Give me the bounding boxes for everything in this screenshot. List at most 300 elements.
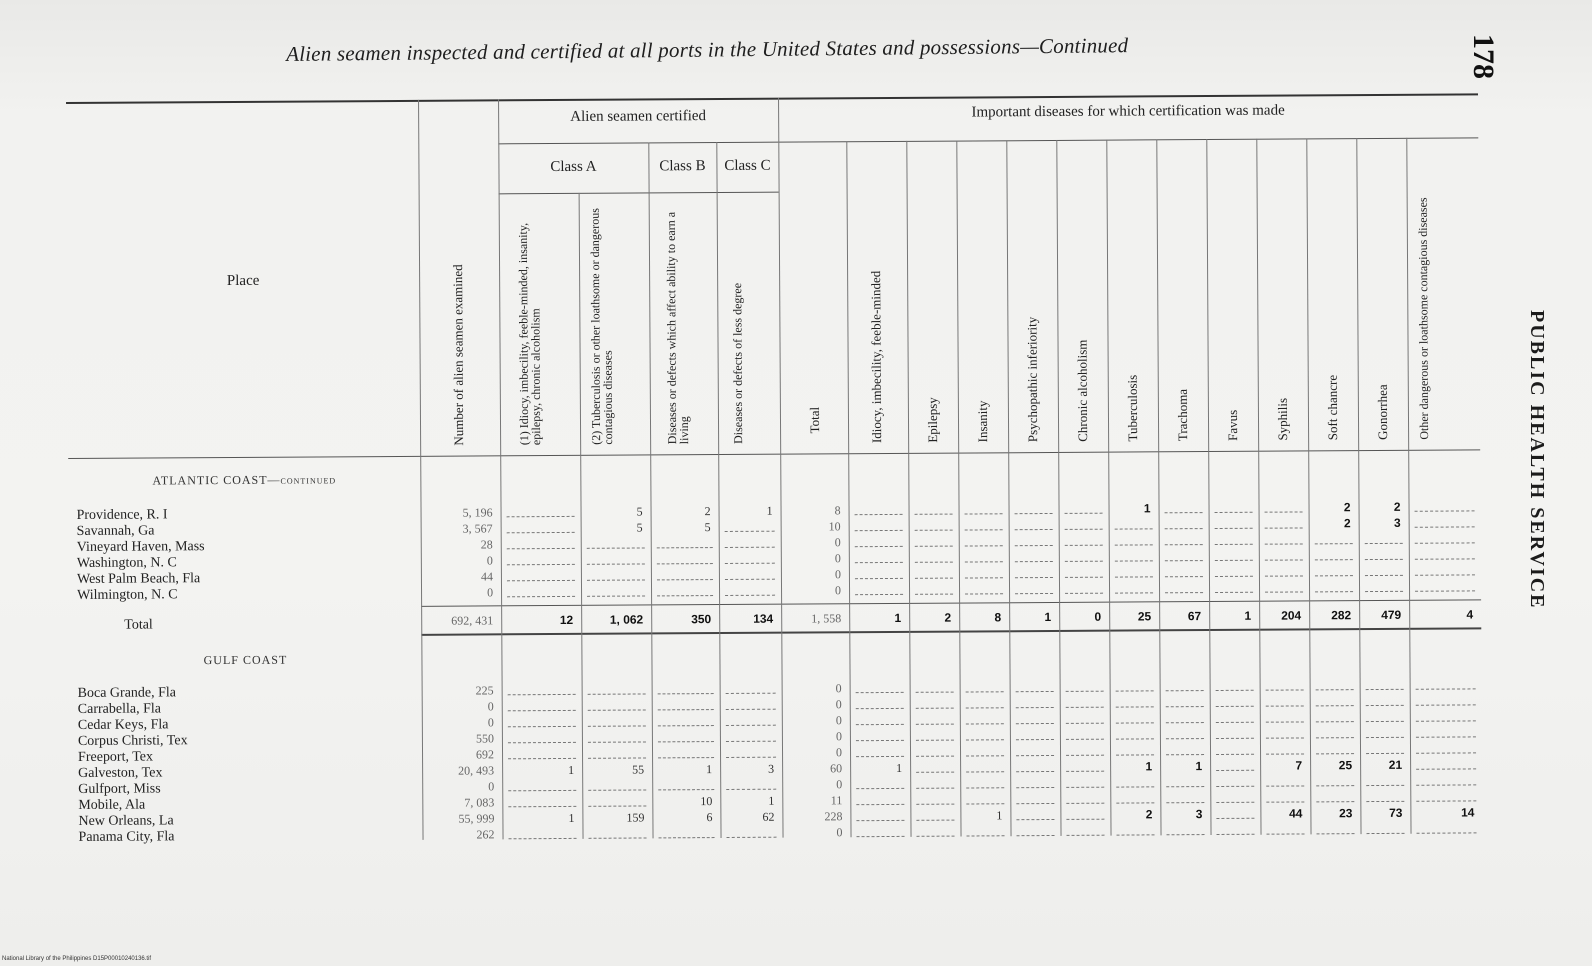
cell-c: 62	[762, 809, 775, 824]
cell-leader-syphilis	[1266, 721, 1304, 722]
total-cell-idiocy: 1	[894, 610, 902, 625]
cell-examined: 44	[480, 569, 493, 584]
header-examined: Number of alien seamen examined	[450, 264, 467, 446]
cell-b: 6	[706, 810, 713, 825]
cell-leader-favus	[1215, 512, 1253, 513]
cell-leader-other	[1416, 688, 1476, 689]
col-rule	[956, 141, 961, 837]
row-place: Freeport, Tex	[77, 749, 154, 765]
cell-leader-favus	[1216, 722, 1254, 723]
cell-leader-trachoma	[1167, 834, 1205, 835]
total-cell-c: 134	[753, 611, 774, 626]
cell-leader-c	[725, 531, 775, 532]
cell-leader-tb	[1117, 834, 1155, 835]
cell-leader-insanity	[966, 787, 1004, 788]
cell-leader-insanity	[965, 513, 1003, 514]
cell-leader-epilepsy	[916, 756, 954, 757]
col-rule	[1356, 138, 1361, 834]
cell-leader-other	[1415, 558, 1475, 559]
cell-leader-soft	[1315, 575, 1353, 576]
cell-leader-idiocy	[855, 594, 903, 595]
cell-a2: 5	[636, 504, 643, 519]
cell-leader-a2	[587, 547, 645, 548]
cell-leader-syphilis	[1265, 559, 1303, 560]
cell-leader-psycho	[1015, 577, 1053, 578]
class-rule	[499, 192, 779, 195]
cell-leader-a2	[588, 757, 646, 758]
cell-trachoma: 1	[1195, 759, 1203, 774]
header-class-a: Class A	[550, 158, 597, 176]
cell-leader-epilepsy	[916, 708, 954, 709]
cell-examined: 5, 196	[462, 505, 493, 520]
scan-credit: National Library of the Philippines D15P00010240136.tif	[2, 956, 152, 962]
cell-leader-alcohol	[1066, 771, 1104, 772]
cell-leader-c	[726, 789, 776, 790]
col-rule	[716, 142, 721, 838]
cell-leader-insanity	[966, 803, 1004, 804]
cell-leader-trachoma	[1166, 786, 1204, 787]
cell-leader-a1	[509, 838, 577, 839]
col-rule	[1106, 140, 1111, 836]
cell-leader-gon	[1366, 753, 1404, 754]
cell-leader-syphilis	[1266, 785, 1304, 786]
cell-leader-c	[726, 757, 776, 758]
cell-leader-b	[658, 789, 714, 790]
cell-leader-favus	[1216, 802, 1254, 803]
cell-soft: 2	[1343, 500, 1351, 515]
cell-leader-b	[658, 741, 714, 742]
cell-leader-a1	[507, 532, 575, 533]
cell-leader-alcohol	[1066, 819, 1104, 820]
col-rule	[1306, 138, 1311, 834]
row-place: Vineyard Haven, Mass	[76, 539, 205, 555]
cell-leader-syphilis	[1266, 689, 1304, 690]
col-rule	[648, 142, 653, 838]
cell-leader-tb	[1115, 528, 1153, 529]
cell-leader-epilepsy	[915, 578, 953, 579]
cell-total: 0	[835, 697, 842, 712]
cell-tb: 1	[1143, 501, 1151, 516]
cell-leader-psycho	[1016, 771, 1054, 772]
cell-total: 8	[834, 503, 841, 518]
cell-leader-alcohol	[1065, 513, 1103, 514]
cell-examined: 0	[487, 699, 494, 714]
cell-leader-alcohol	[1065, 577, 1103, 578]
cell-examined: 225	[475, 683, 494, 698]
cell-leader-psycho	[1016, 755, 1054, 756]
cell-leader-insanity	[965, 577, 1003, 578]
cell-leader-soft	[1316, 753, 1354, 754]
cell-leader-soft	[1316, 705, 1354, 706]
cell-leader-psycho	[1016, 819, 1054, 820]
cell-leader-favus	[1217, 834, 1255, 835]
cell-total: 60	[830, 761, 843, 776]
cell-leader-epilepsy	[917, 836, 955, 837]
cell-leader-idiocy	[856, 788, 904, 789]
cell-leader-b	[657, 547, 713, 548]
cell-leader-tb	[1115, 560, 1153, 561]
cell-leader-trachoma	[1166, 722, 1204, 723]
cell-leader-psycho	[1015, 561, 1053, 562]
cell-examined: 28	[480, 537, 493, 552]
certified-group-rule	[498, 142, 778, 145]
cell-total: 0	[836, 777, 843, 792]
cell-leader-idiocy	[855, 530, 903, 531]
cell-leader-soft	[1316, 801, 1354, 802]
cell-leader-soft	[1316, 721, 1354, 722]
cell-leader-trachoma	[1166, 706, 1204, 707]
cell-leader-psycho	[1016, 691, 1054, 692]
cell-leader-syphilis	[1267, 833, 1305, 834]
header-psychopathic: Psychopathic inferiority	[1024, 316, 1041, 443]
cell-leader-trachoma	[1166, 738, 1204, 739]
row-place: West Palm Beach, Fla	[76, 571, 201, 587]
cell-leader-c	[726, 693, 776, 694]
cell-leader-a1	[508, 726, 576, 727]
cell-leader-favus	[1215, 592, 1253, 593]
header-class-b-desc: Diseases or defects which affect ability to earn a living	[663, 211, 692, 445]
cell-leader-favus	[1216, 786, 1254, 787]
cell-leader-a1	[508, 806, 576, 807]
cell-examined: 55, 999	[458, 811, 495, 826]
cell-leader-a2	[589, 837, 647, 838]
total-cell-a2: 1, 062	[609, 612, 644, 627]
cell-leader-tb	[1116, 690, 1154, 691]
cell-soft: 23	[1339, 806, 1353, 821]
cell-leader-tb	[1116, 802, 1154, 803]
cell-leader-epilepsy	[916, 724, 954, 725]
cell-leader-gon	[1365, 575, 1403, 576]
cell-leader-alcohol	[1066, 723, 1104, 724]
header-class-b: Class B	[659, 158, 706, 175]
cell-leader-a1	[507, 564, 575, 565]
cell-leader-psycho	[1016, 739, 1054, 740]
cell-c: 1	[766, 503, 773, 518]
cell-leader-b	[657, 579, 713, 580]
cell-leader-epilepsy	[916, 692, 954, 693]
total-cell-total: 1, 558	[811, 611, 842, 626]
total-cell-soft: 282	[1331, 608, 1352, 623]
cell-leader-epilepsy	[915, 562, 953, 563]
cell-leader-alcohol	[1065, 561, 1103, 562]
cell-leader-tb	[1115, 544, 1153, 545]
cell-total: 0	[834, 583, 842, 598]
cell-leader-a2	[588, 725, 646, 726]
header-certified-group: Alien seamen certified	[570, 108, 707, 125]
cell-leader-b	[659, 837, 715, 838]
cell-leader-other	[1417, 832, 1477, 833]
cell-leader-idiocy	[856, 740, 904, 741]
col-rule	[1206, 139, 1211, 835]
cell-a2: 159	[626, 810, 645, 825]
cell-leader-soft	[1316, 785, 1354, 786]
cell-examined: 692	[475, 747, 495, 762]
row-place: Cedar Keys, Fla	[77, 717, 169, 733]
total-cell-a1: 12	[559, 612, 574, 627]
section-atlantic: ATLANTIC COAST—continued	[152, 472, 337, 488]
cell-leader-psycho	[1015, 593, 1053, 594]
page-title: Alien seamen inspected and certified at all ports in the United States and possessions—Continued	[286, 33, 1129, 66]
total-cell-tb: 25	[1137, 609, 1152, 624]
cell-leader-syphilis	[1265, 591, 1303, 592]
cell-leader-gon	[1366, 689, 1404, 690]
cell-leader-a2	[587, 579, 645, 580]
cell-leader-c	[727, 837, 777, 838]
cell-tb: 2	[1145, 807, 1153, 822]
cell-leader-epilepsy	[915, 546, 953, 547]
row-place: Corpus Christi, Tex	[77, 733, 188, 749]
cell-idiocy: 1	[896, 760, 903, 775]
cell-leader-a1	[507, 596, 575, 597]
header-tuberculosis: Tuberculosis	[1124, 374, 1141, 442]
cell-leader-idiocy	[856, 708, 904, 709]
total-cell-trachoma: 67	[1187, 609, 1202, 624]
cell-total: 0	[834, 567, 841, 582]
cell-examined: 262	[476, 827, 495, 842]
cell-leader-b	[658, 757, 714, 758]
cell-leader-other	[1415, 590, 1475, 591]
cell-leader-psycho	[1016, 723, 1054, 724]
col-rule	[498, 99, 504, 839]
cell-leader-other	[1416, 704, 1476, 705]
cell-leader-psycho	[1015, 545, 1053, 546]
cell-leader-gon	[1366, 721, 1404, 722]
cell-leader-insanity	[967, 835, 1005, 836]
header-total: Total	[806, 406, 823, 434]
cell-leader-c	[726, 741, 776, 742]
cell-total: 0	[835, 681, 842, 696]
cell-leader-epilepsy	[915, 530, 953, 531]
cell-leader-alcohol	[1065, 545, 1103, 546]
cell-leader-gon	[1366, 801, 1404, 802]
cell-leader-syphilis	[1266, 753, 1304, 754]
cell-leader-tb	[1116, 738, 1154, 739]
col-rule	[1156, 139, 1161, 835]
cell-leader-c	[726, 709, 776, 710]
cell-leader-trachoma	[1165, 544, 1203, 545]
cell-leader-idiocy	[857, 836, 905, 837]
cell-leader-syphilis	[1265, 575, 1303, 576]
cell-leader-idiocy	[856, 804, 904, 805]
cell-leader-favus	[1216, 690, 1254, 691]
header-trachoma: Trachoma	[1174, 388, 1191, 442]
cell-leader-c	[725, 579, 775, 580]
cell-leader-soft	[1316, 689, 1354, 690]
page-number: 178	[1467, 34, 1500, 79]
cell-leader-a2	[588, 741, 646, 742]
cell-leader-insanity	[966, 691, 1004, 692]
cell-examined: 3, 567	[462, 521, 493, 536]
header-insanity: Insanity	[974, 400, 991, 443]
cell-leader-epilepsy	[916, 772, 954, 773]
cell-leader-epilepsy	[916, 804, 954, 805]
cell-leader-idiocy	[855, 562, 903, 563]
statistics-table	[66, 87, 1483, 856]
cell-leader-tb	[1116, 754, 1154, 755]
cell-total: 11	[830, 793, 843, 808]
header-bottom-rule	[68, 449, 1480, 459]
cell-leader-syphilis	[1265, 527, 1303, 528]
total-label: Total	[124, 617, 153, 633]
cell-c: 1	[768, 793, 775, 808]
row-place: New Orleans, La	[78, 813, 174, 829]
total-cell-examined: 692, 431	[451, 613, 494, 628]
cell-leader-epilepsy	[916, 820, 954, 821]
cell-leader-alcohol	[1065, 593, 1103, 594]
col-rule	[1406, 138, 1411, 834]
cell-insanity: 1	[996, 808, 1003, 823]
cell-soft: 2	[1343, 516, 1351, 531]
cell-syphilis: 7	[1295, 758, 1303, 773]
running-head: PUBLIC HEALTH SERVICE	[1526, 310, 1548, 610]
cell-leader-psycho	[1015, 529, 1053, 530]
header-diseases-group: Important diseases for which certification was made	[971, 102, 1285, 121]
cell-leader-a1	[508, 790, 576, 791]
cell-leader-favus	[1216, 754, 1254, 755]
cell-a1: 1	[568, 810, 575, 825]
row-place: Panama City, Fla	[78, 829, 175, 845]
cell-examined: 0	[486, 585, 494, 600]
cell-b: 10	[700, 794, 713, 809]
cell-leader-epilepsy	[916, 788, 954, 789]
cell-leader-idiocy	[855, 514, 903, 515]
diseases-group-rule	[778, 137, 1478, 142]
cell-leader-syphilis	[1265, 511, 1303, 512]
cell-leader-other	[1415, 510, 1475, 511]
cell-leader-gon	[1365, 591, 1403, 592]
cell-leader-b	[658, 725, 714, 726]
cell-leader-syphilis	[1265, 543, 1303, 544]
cell-leader-psycho	[1016, 803, 1054, 804]
cell-leader-syphilis	[1266, 737, 1304, 738]
cell-examined: 0	[486, 553, 493, 568]
header-a1: (1) Idiocy, imbecility, feeble-minded, insanity, epilepsy, chronic alcoholism	[515, 222, 544, 446]
cell-leader-favus	[1216, 770, 1254, 771]
cell-leader-b	[657, 563, 713, 564]
cell-examined: 0	[488, 779, 495, 794]
cell-leader-tb	[1116, 722, 1154, 723]
cell-leader-psycho	[1016, 707, 1054, 708]
cell-leader-insanity	[965, 545, 1003, 546]
header-chronic-alcoholism: Chronic alcoholism	[1074, 339, 1091, 442]
cell-leader-epilepsy	[915, 594, 953, 595]
cell-leader-syphilis	[1266, 705, 1304, 706]
cell-leader-a1	[508, 710, 576, 711]
cell-leader-trachoma	[1165, 512, 1203, 513]
cell-leader-b	[658, 693, 714, 694]
header-epilepsy: Epilepsy	[924, 397, 941, 443]
cell-total: 0	[836, 825, 843, 840]
cell-leader-idiocy	[856, 820, 904, 821]
cell-leader-gon	[1367, 833, 1405, 834]
cell-leader-a2	[588, 693, 646, 694]
cell-leader-insanity	[966, 723, 1004, 724]
cell-trachoma: 3	[1195, 807, 1203, 822]
row-place: Gulfport, Miss	[78, 781, 161, 797]
cell-leader-favus	[1215, 576, 1253, 577]
cell-leader-psycho	[1017, 835, 1055, 836]
total-cell-other: 4	[1466, 607, 1474, 622]
cell-leader-insanity	[965, 593, 1003, 594]
cell-leader-gon	[1366, 785, 1404, 786]
cell-total: 0	[835, 713, 842, 728]
row-place: Savannah, Ga	[76, 523, 155, 539]
header-class-c-desc: Diseases or defects of less degree	[730, 282, 746, 444]
cell-gon: 3	[1393, 515, 1401, 530]
cell-leader-tb	[1115, 592, 1153, 593]
cell-other: 14	[1461, 805, 1475, 820]
col-rule	[1006, 140, 1011, 836]
cell-leader-a1	[508, 758, 576, 759]
total-cell-insanity: 8	[994, 610, 1002, 625]
cell-leader-trachoma	[1165, 560, 1203, 561]
header-class-c: Class C	[724, 157, 771, 174]
cell-leader-alcohol	[1066, 691, 1104, 692]
cell-leader-idiocy	[856, 724, 904, 725]
cell-leader-insanity	[965, 561, 1003, 562]
col-rule	[1256, 139, 1261, 835]
row-place: Boca Grande, Fla	[77, 685, 177, 701]
cell-leader-other	[1415, 542, 1475, 543]
cell-leader-idiocy	[856, 756, 904, 757]
cell-leader-trachoma	[1166, 690, 1204, 691]
cell-leader-psycho	[1015, 513, 1053, 514]
cell-leader-c	[725, 595, 775, 596]
cell-leader-c	[725, 547, 775, 548]
col-rule	[846, 141, 851, 837]
cell-leader-a2	[588, 805, 646, 806]
cell-leader-a1	[507, 580, 575, 581]
cell-leader-other	[1416, 720, 1476, 721]
cell-leader-b	[657, 595, 713, 596]
row-place: Providence, R. I	[76, 507, 168, 523]
cell-total: 0	[835, 729, 842, 744]
cell-leader-alcohol	[1066, 755, 1104, 756]
cell-b: 1	[706, 762, 713, 777]
cell-leader-insanity	[966, 739, 1004, 740]
cell-leader-favus	[1216, 738, 1254, 739]
cell-total: 0	[834, 535, 841, 550]
cell-leader-alcohol	[1066, 707, 1104, 708]
cell-leader-idiocy	[855, 546, 903, 547]
cell-syphilis: 44	[1289, 806, 1303, 821]
cell-leader-gon	[1366, 737, 1404, 738]
header-idiocy: Idiocy, imbecility, feeble-minded	[868, 270, 885, 444]
cell-leader-trachoma	[1165, 576, 1203, 577]
header-syphilis: Syphilis	[1274, 397, 1291, 441]
cell-examined: 20, 493	[458, 763, 495, 778]
header-other-diseases: Other dangerous or loathsome contagious diseases	[1415, 197, 1432, 440]
cell-leader-alcohol	[1066, 739, 1104, 740]
cell-leader-other	[1415, 526, 1475, 527]
cell-leader-gon	[1366, 705, 1404, 706]
cell-leader-other	[1416, 800, 1476, 801]
cell-gon: 2	[1393, 499, 1401, 514]
cell-tb: 1	[1145, 759, 1153, 774]
cell-leader-a1	[508, 694, 576, 695]
cell-leader-trachoma	[1165, 592, 1203, 593]
total-cell-alcohol: 0	[1094, 609, 1102, 624]
row-place: Washington, N. C	[76, 555, 177, 571]
cell-examined: 550	[475, 731, 494, 746]
cell-gon: 21	[1388, 757, 1403, 772]
cell-a1: 1	[568, 762, 575, 777]
cell-leader-a2	[588, 709, 646, 710]
header-place: Place	[226, 272, 260, 290]
cell-leader-soft	[1315, 591, 1353, 592]
row-place: Carrabella, Fla	[77, 701, 161, 717]
cell-leader-soft	[1315, 559, 1353, 560]
